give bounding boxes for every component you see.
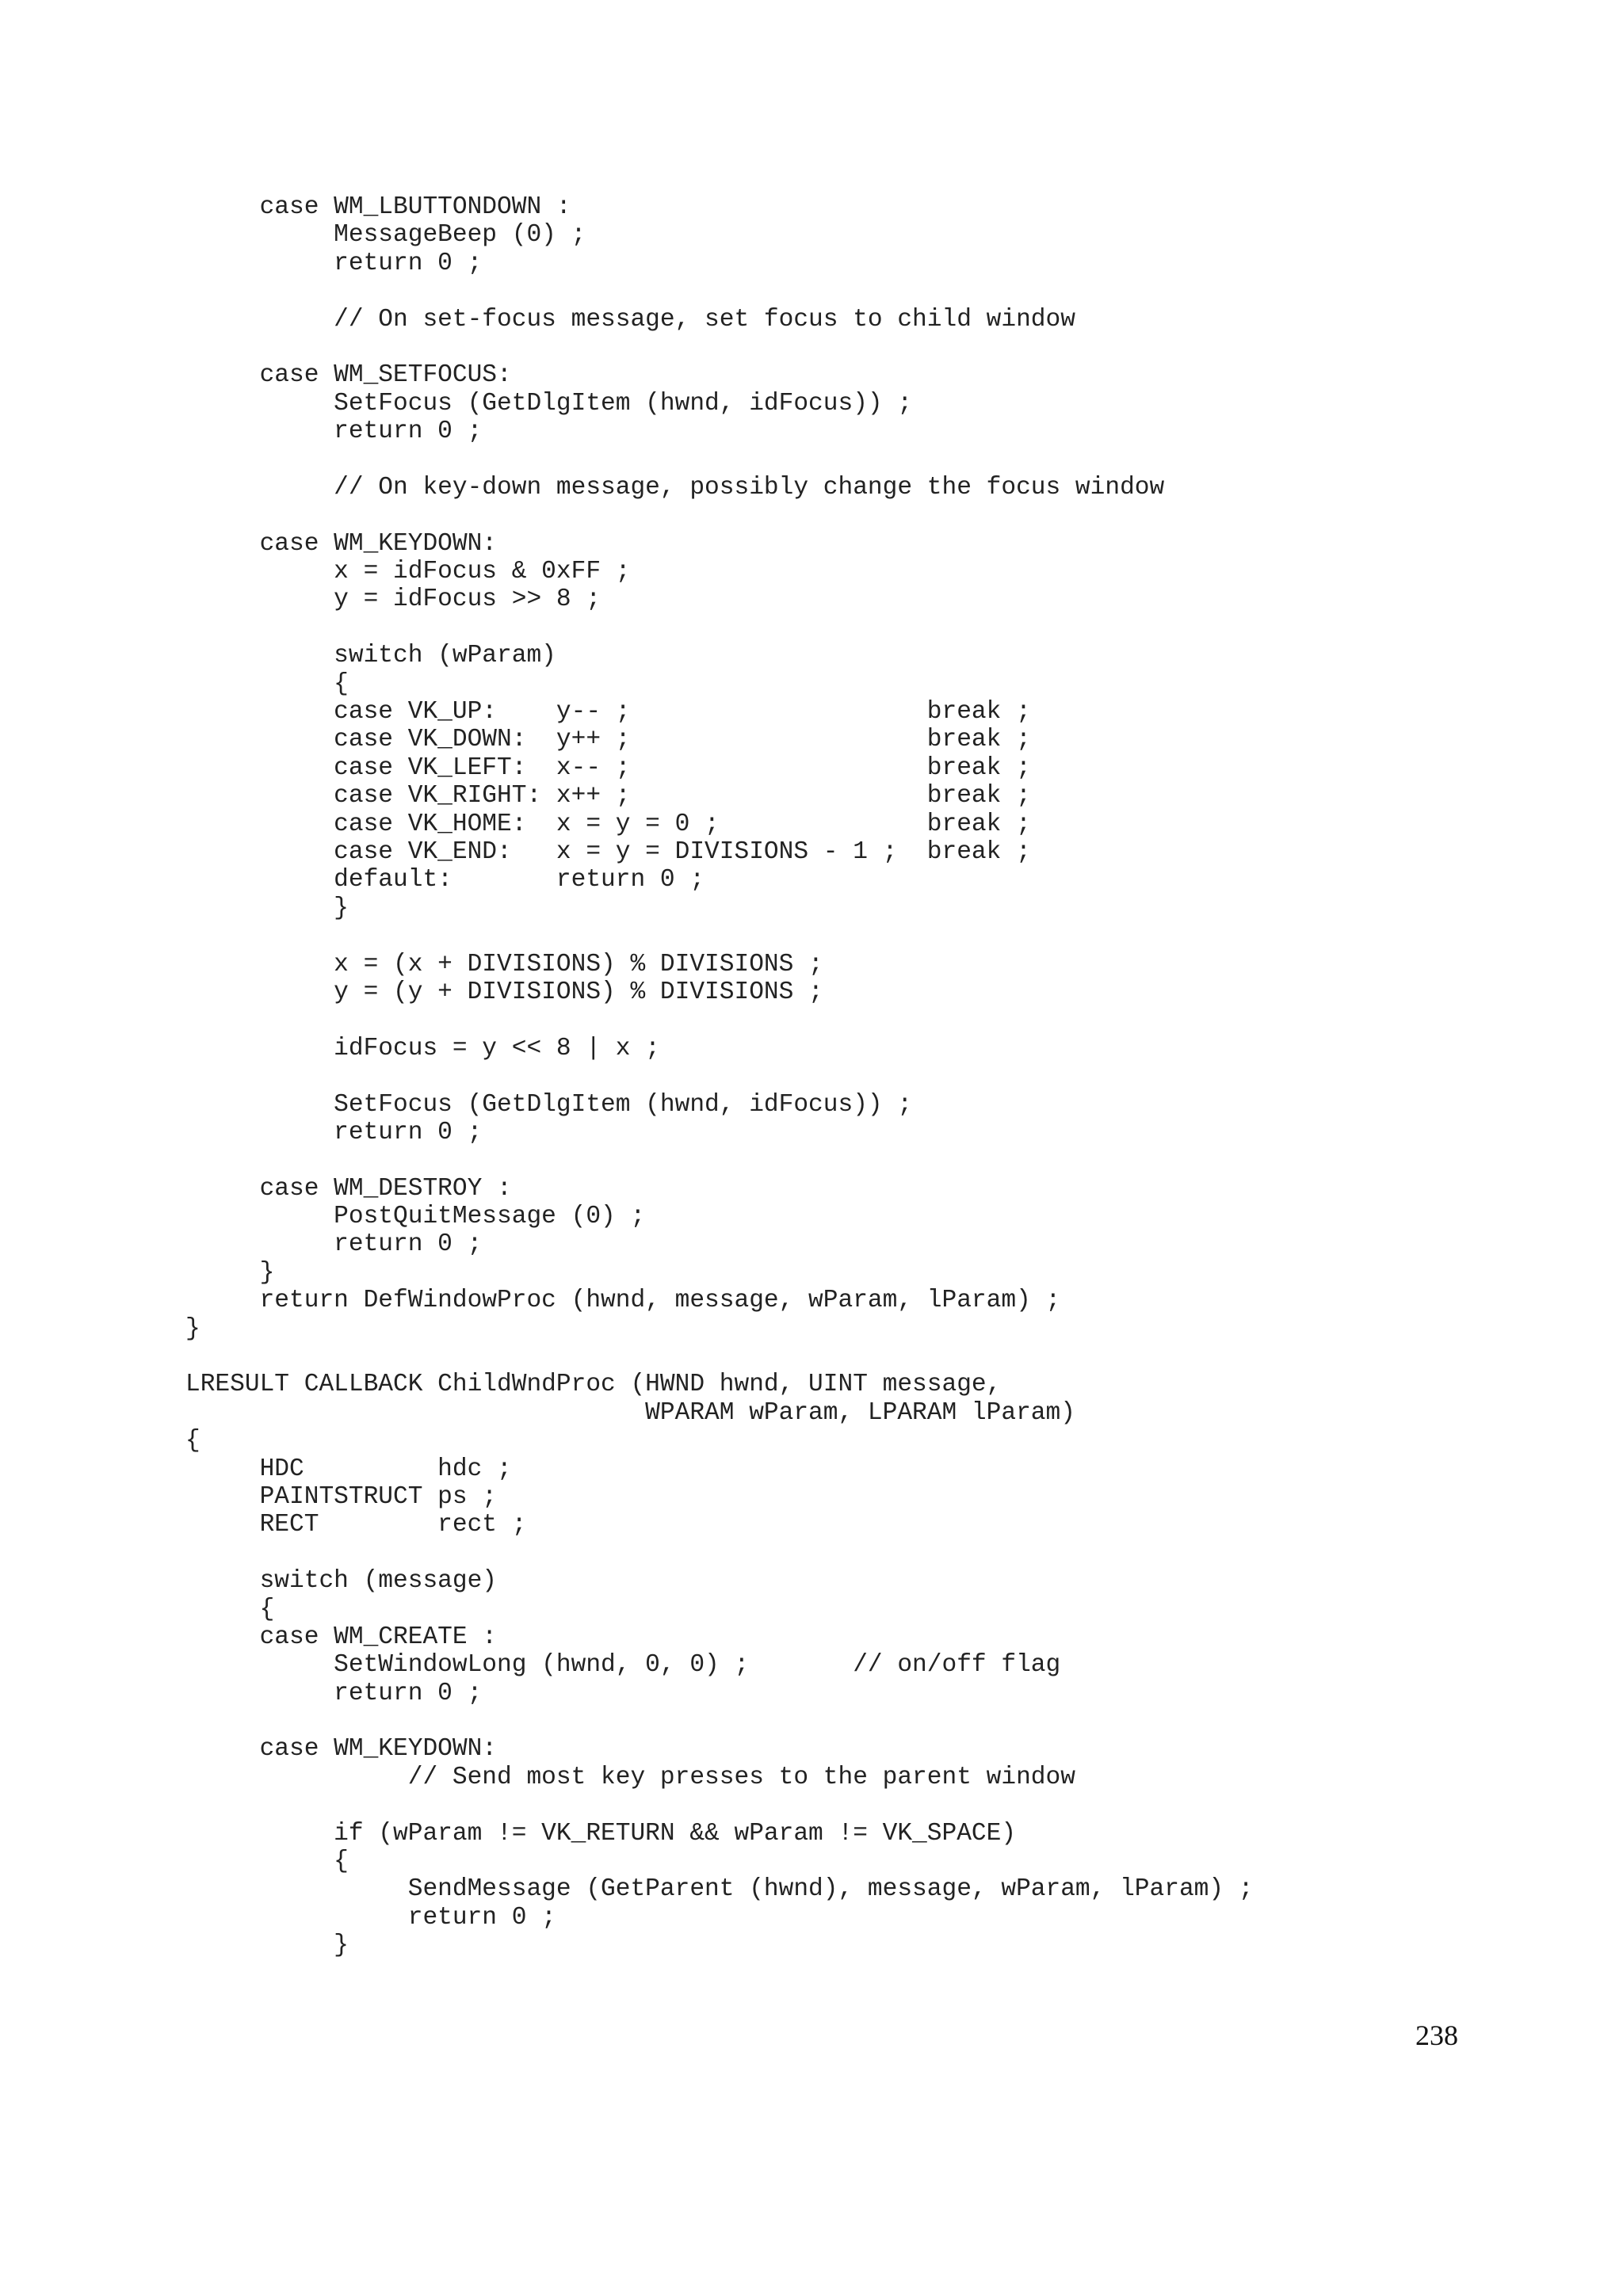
code-line: return 0 ; [185, 1118, 483, 1146]
code-line: { [185, 1427, 200, 1455]
code-line: y = (y + DIVISIONS) % DIVISIONS ; [185, 978, 823, 1006]
code-line: case VK_UP: y-- ; break ; [185, 698, 1031, 727]
code-line [185, 1539, 1254, 1567]
code-line: x = idFocus & 0xFF ; [185, 558, 631, 586]
code-line: return 0 ; [185, 1679, 483, 1707]
code-line: PAINTSTRUCT ps ; [185, 1482, 498, 1511]
code-line: } [185, 894, 349, 922]
code-line: case VK_END: x = y = DIVISIONS - 1 ; break ; [185, 837, 1031, 866]
code-line: SendMessage (GetParent (hwnd), message, wParam, lParam) ; [185, 1875, 1254, 1904]
code-line: case VK_DOWN: y++ ; break ; [185, 726, 1031, 754]
code-line: return DefWindowProc (hwnd, message, wParam, lParam) ; [185, 1287, 1061, 1315]
code-line [185, 1343, 1254, 1371]
code-line [185, 277, 1254, 305]
code-line: case VK_LEFT: x-- ; break ; [185, 753, 1031, 782]
code-line [185, 1791, 1254, 1819]
code-line: case WM_KEYDOWN: [185, 529, 498, 558]
code-line [185, 1707, 1254, 1735]
code-line: return 0 ; [185, 418, 483, 446]
code-line: { [185, 1595, 275, 1623]
code-line: case WM_CREATE : [185, 1623, 498, 1651]
code-line: SetWindowLong (hwnd, 0, 0) ; // on/off flag [185, 1651, 1061, 1680]
code-line: switch (wParam) [185, 642, 556, 670]
code-line: } [185, 1932, 349, 1960]
code-line: // On key-down message, possibly change the focus window [185, 473, 1165, 502]
code-line: idFocus = y << 8 | x ; [185, 1034, 660, 1062]
code-line: } [185, 1314, 200, 1343]
code-line: return 0 ; [185, 1903, 556, 1932]
code-line: SetFocus (GetDlgItem (hwnd, idFocus)) ; [185, 389, 913, 418]
code-line: SetFocus (GetDlgItem (hwnd, idFocus)) ; [185, 1090, 913, 1119]
code-line: // Send most key presses to the parent window [185, 1763, 1075, 1791]
code-line: return 0 ; [185, 1230, 483, 1259]
code-line: switch (message) [185, 1567, 498, 1596]
code-line [185, 502, 1254, 529]
code-listing [185, 193, 1254, 1960]
code-line: case VK_HOME: x = y = 0 ; break ; [185, 810, 1031, 838]
code-line [185, 1146, 1254, 1174]
code-line: return 0 ; [185, 249, 483, 277]
code-line: case WM_DESTROY : [185, 1174, 512, 1203]
code-line [185, 614, 1254, 642]
code-line [185, 1062, 1254, 1090]
code-line: { [185, 1848, 349, 1876]
code-line: PostQuitMessage (0) ; [185, 1203, 646, 1231]
code-line: default: return 0 ; [185, 866, 705, 894]
code-line: case WM_KEYDOWN: [185, 1735, 498, 1764]
code-line [185, 922, 1254, 950]
code-line: x = (x + DIVISIONS) % DIVISIONS ; [185, 950, 823, 978]
code-line [185, 334, 1254, 361]
code-line [185, 1006, 1254, 1034]
page-number: 238 [1415, 2019, 1458, 2051]
code-line: // On set-focus message, set focus to child window [185, 305, 1075, 334]
code-line [185, 446, 1254, 474]
code-line: LRESULT CALLBACK ChildWndProc (HWND hwnd, UINT message, [185, 1371, 1002, 1399]
code-line: case WM_LBUTTONDOWN : [185, 193, 571, 221]
code-line: MessageBeep (0) ; [185, 221, 586, 250]
code-line: } [185, 1258, 275, 1287]
code-line: case VK_RIGHT: x++ ; break ; [185, 782, 1031, 810]
code-line: HDC hdc ; [185, 1455, 512, 1483]
code-line: if (wParam != VK_RETURN && wParam != VK_SPACE) [185, 1819, 1017, 1848]
code-line: WPARAM wParam, LPARAM lParam) [185, 1398, 1075, 1427]
code-line: { [185, 669, 349, 698]
code-line: case WM_SETFOCUS: [185, 361, 512, 390]
code-line: RECT rect ; [185, 1511, 527, 1539]
code-line: y = idFocus >> 8 ; [185, 585, 601, 614]
